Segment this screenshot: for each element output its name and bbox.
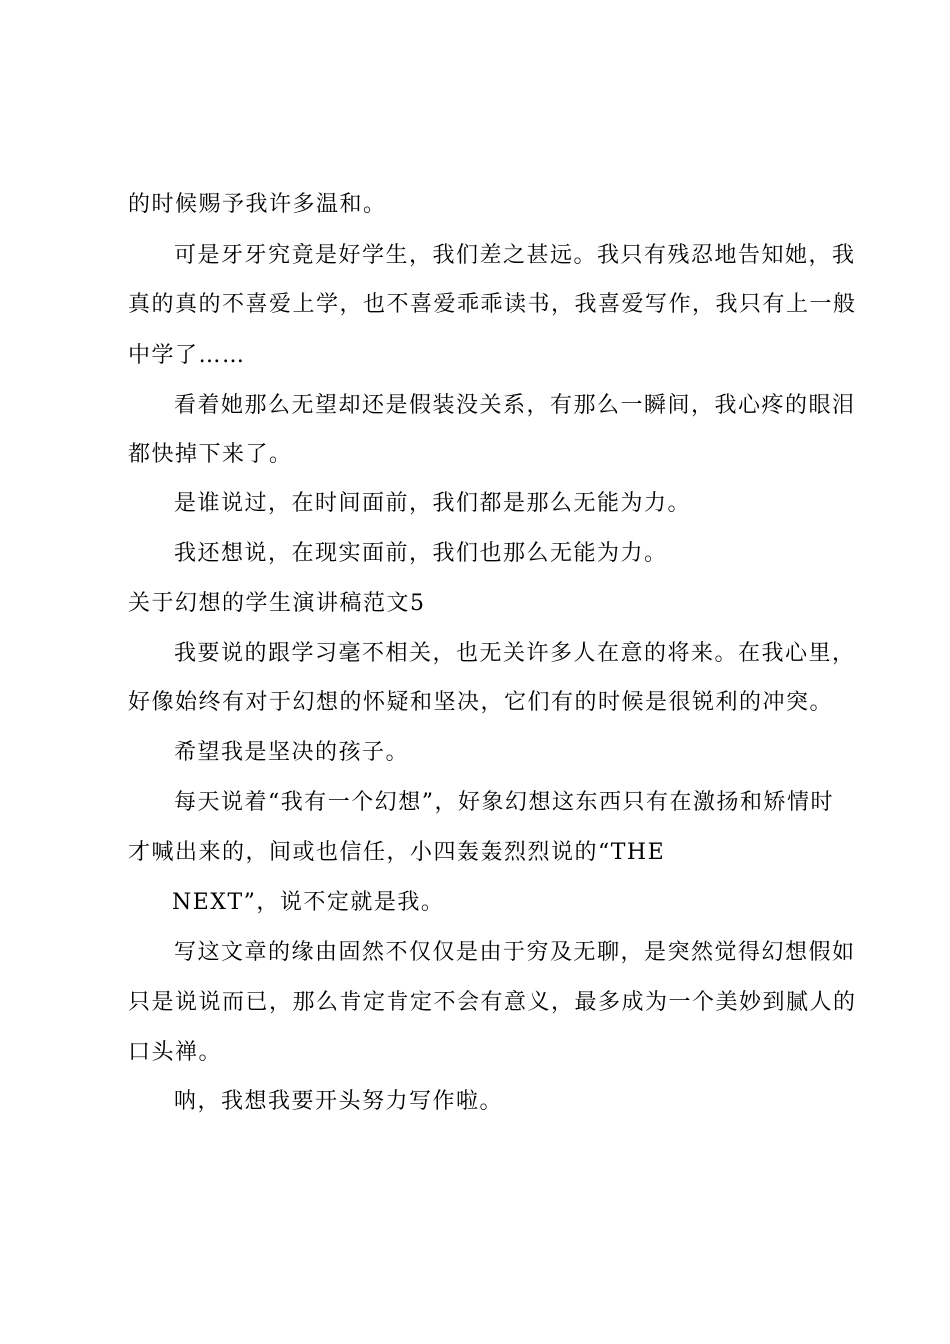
- text-line: 只是说说而已，那么肯定肯定不会有意义，最多成为一个美妙到腻人的: [128, 990, 857, 1015]
- paragraph-first-line: 希望我是坚决的孩子。: [174, 740, 410, 765]
- paragraph-first-line: 每天说着“我有一个幻想”，好象幻想这东西只有在激扬和矫情时: [174, 790, 834, 815]
- text-line: 都快掉下来了。: [128, 442, 293, 467]
- text-line: 口头禅。: [128, 1040, 223, 1065]
- paragraph-first-line: 我还想说，在现实面前，我们也那么无能为力。: [174, 541, 668, 566]
- text-line: NEXT”，说不定就是我。: [172, 890, 445, 915]
- paragraph-first-line: 可是牙牙究竟是好学生，我们差之甚远。我只有残忍地告知她，我: [174, 243, 856, 268]
- text-line: 好像始终有对于幻想的怀疑和坚决，它们有的时候是很锐利的冲突。: [128, 690, 834, 715]
- section-heading: 关于幻想的学生演讲稿范文5: [128, 591, 426, 616]
- paragraph-first-line: 看着她那么无望却还是假装没关系，有那么一瞬间，我心疼的眼泪: [174, 393, 856, 418]
- paragraph-first-line: 是谁说过，在时间面前，我们都是那么无能为力。: [174, 491, 692, 516]
- text-line: 中学了……: [128, 343, 246, 368]
- text-line: 的时候赐予我许多温和。: [128, 192, 387, 217]
- paragraph-first-line: 呐，我想我要开头努力写作啦。: [174, 1089, 504, 1114]
- text-line: 才喊出来的，间或也信任，小四轰轰烈烈说的“THE: [128, 840, 666, 865]
- paragraph-first-line: 我要说的跟学习毫不相关，也无关许多人在意的将来。在我心里，: [174, 641, 856, 666]
- text-line: 真的真的不喜爱上学，也不喜爱乖乖读书，我喜爱写作，我只有上一般: [128, 292, 857, 317]
- paragraph-first-line: 写这文章的缘由固然不仅仅是由于穷及无聊，是突然觉得幻想假如: [174, 940, 856, 965]
